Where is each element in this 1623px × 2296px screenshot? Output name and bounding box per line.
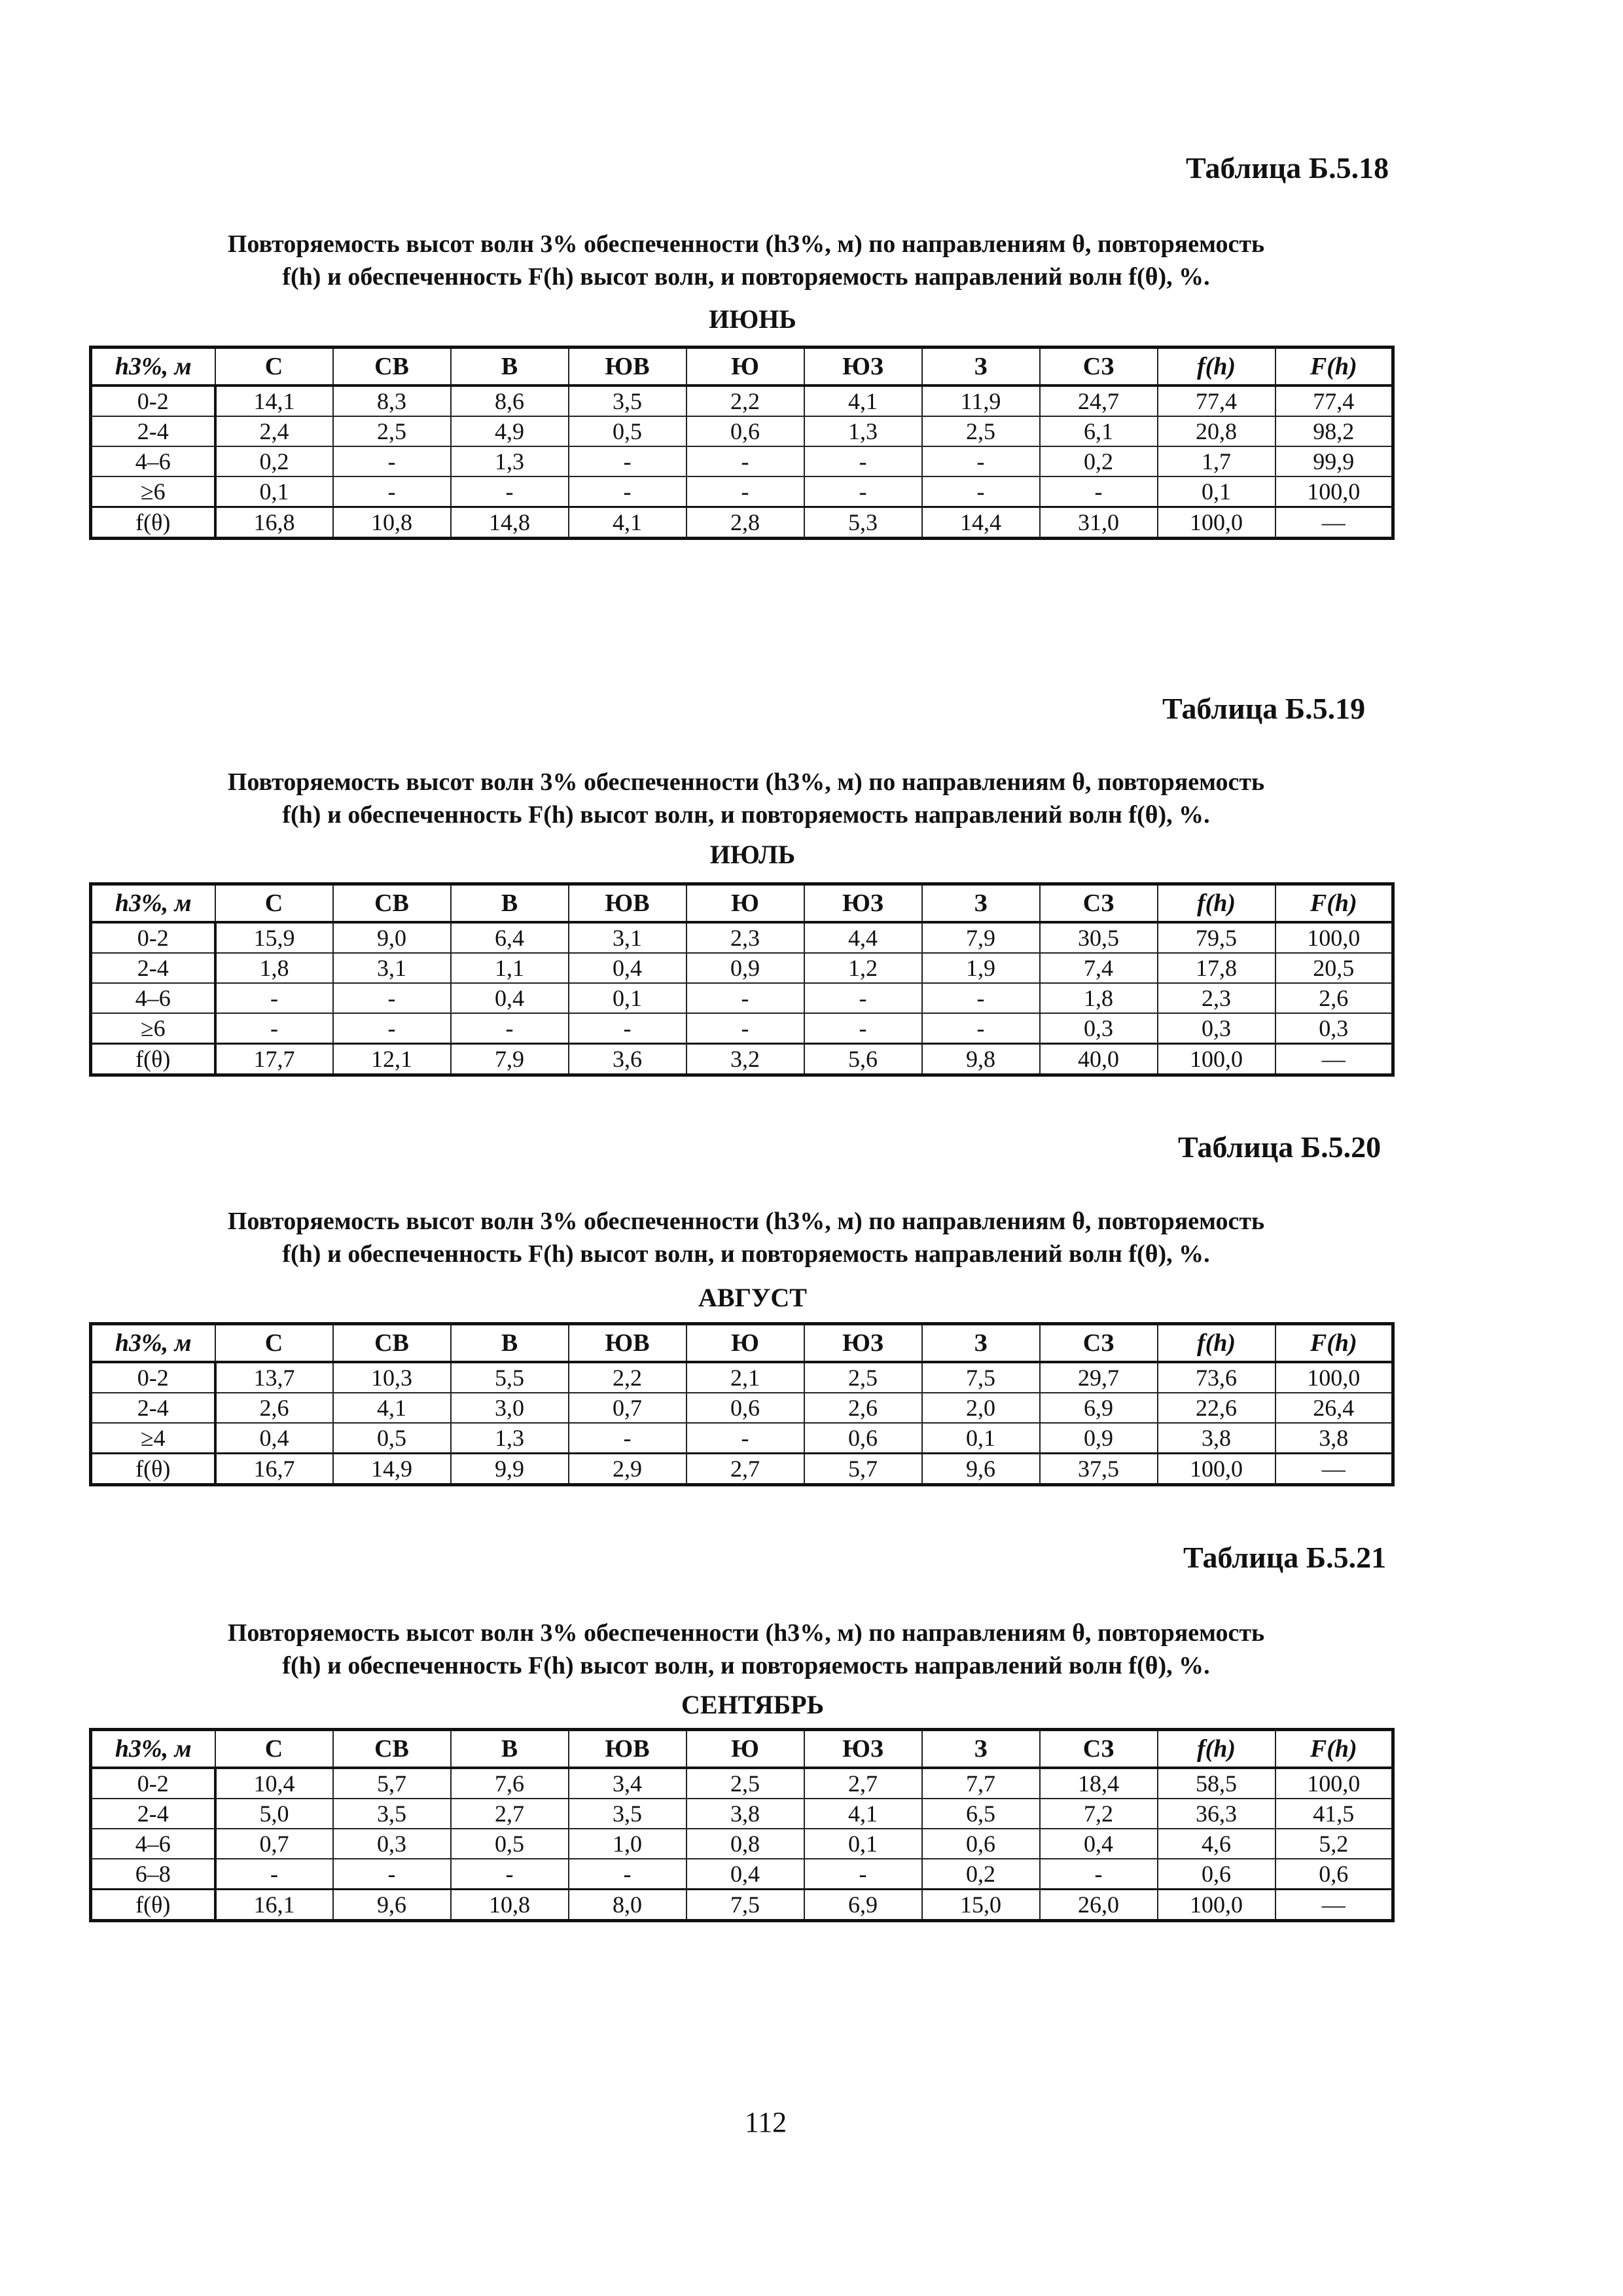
table-cell: 2,5	[687, 1768, 804, 1799]
table-cell: 8,0	[569, 1890, 687, 1921]
column-header: СЗ	[1040, 348, 1158, 386]
table-cell: 2,9	[569, 1454, 687, 1485]
table-cell: 7,7	[922, 1768, 1040, 1799]
table-caption-line1: Повторяемость высот волн 3% обеспеченности (h3%, м) по направлениям θ, повторяемость	[227, 1208, 1265, 1235]
table-row	[91, 1768, 1393, 1799]
table-cell: -	[687, 1423, 804, 1454]
table-cell: 0,5	[569, 416, 687, 446]
table-cell: 100,0	[1275, 476, 1393, 507]
table-cell: -	[215, 1013, 333, 1044]
table-row	[91, 1859, 1393, 1890]
table-caption-line2: f(h) и обеспеченность F(h) высот волн, и повторяемость направлений волн f(θ), %.	[282, 1652, 1210, 1679]
table-cell: 36,3	[1158, 1799, 1275, 1829]
table-cell: 100,0	[1158, 1454, 1275, 1485]
column-header: СЗ	[1040, 1324, 1158, 1363]
table-cell: 4,1	[569, 507, 687, 539]
table-cell: 9,6	[333, 1890, 451, 1921]
table-cell: 26,0	[1040, 1890, 1158, 1921]
table-cell: 5,7	[333, 1768, 451, 1799]
column-header: f(h)	[1158, 348, 1275, 386]
table-cell: -	[922, 1013, 1040, 1044]
table-cell: 7,4	[1040, 953, 1158, 983]
table-cell: 58,5	[1158, 1768, 1275, 1799]
table-cell: 0,1	[804, 1829, 922, 1859]
table-cell: 2,2	[569, 1362, 687, 1393]
table-row	[91, 416, 1393, 446]
table-cell: 6,1	[1040, 416, 1158, 446]
table-cell: 0,2	[1040, 446, 1158, 476]
table-cell: -	[569, 1859, 687, 1890]
table-cell: 0,8	[687, 1829, 804, 1859]
row-label: ≥6	[91, 476, 215, 507]
column-header: В	[451, 1324, 569, 1363]
table-cell: 0,7	[215, 1829, 333, 1859]
table-cell: 0,4	[1040, 1829, 1158, 1859]
row-label: f(θ)	[91, 1044, 215, 1075]
table-cell: —	[1275, 507, 1393, 539]
table-cell: 30,5	[1040, 922, 1158, 953]
table-cell: 3,5	[569, 1799, 687, 1829]
column-header: СЗ	[1040, 884, 1158, 923]
table-cell: 0,9	[1040, 1423, 1158, 1454]
table-cell: 7,9	[922, 922, 1040, 953]
row-label: 0-2	[91, 1362, 215, 1393]
data-table	[89, 1322, 1395, 1486]
row-label: 4–6	[91, 1829, 215, 1859]
table-cell: 29,7	[1040, 1362, 1158, 1393]
table-cell: -	[333, 1859, 451, 1890]
table-cell: 2,6	[1275, 983, 1393, 1013]
column-header: С	[215, 348, 333, 386]
column-header: В	[451, 348, 569, 386]
table-cell: —	[1275, 1890, 1393, 1921]
table-cell: 6,5	[922, 1799, 1040, 1829]
column-header: С	[215, 1730, 333, 1768]
column-header: F(h)	[1275, 1730, 1393, 1768]
table-cell: 99,9	[1275, 446, 1393, 476]
table-row	[91, 1013, 1393, 1044]
table-cell: 1,8	[215, 953, 333, 983]
table-cell: 1,0	[569, 1829, 687, 1859]
table-cell: 0,4	[451, 983, 569, 1013]
table-cell: 0,1	[215, 476, 333, 507]
table-cell: 4,1	[804, 1799, 922, 1829]
table-cell: 3,5	[569, 386, 687, 416]
table-cell: 1,9	[922, 953, 1040, 983]
table-cell: -	[1040, 1859, 1158, 1890]
table-cell: 0,4	[215, 1423, 333, 1454]
table-cell: 16,7	[215, 1454, 333, 1485]
table-cell: 2,1	[687, 1362, 804, 1393]
table-cell: -	[451, 1859, 569, 1890]
table-cell: -	[804, 1013, 922, 1044]
table-cell: -	[569, 476, 687, 507]
data-table	[89, 1728, 1395, 1922]
column-header: СВ	[333, 1730, 451, 1768]
column-header: З	[922, 1324, 1040, 1363]
table-header-row	[91, 884, 1393, 923]
table-row	[91, 386, 1393, 416]
table-caption-line2: f(h) и обеспеченность F(h) высот волн, и повторяемость направлений волн f(θ), %.	[282, 1240, 1210, 1268]
table-cell: 77,4	[1275, 386, 1393, 416]
row-label: 2-4	[91, 953, 215, 983]
table-cell: -	[1040, 476, 1158, 507]
column-header: h3%, м	[91, 1730, 215, 1768]
table-cell: 7,5	[687, 1890, 804, 1921]
table-cell: 4,1	[804, 386, 922, 416]
table-cell: 4,4	[804, 922, 922, 953]
table-cell: 0,3	[1275, 1013, 1393, 1044]
table-cell: 15,9	[215, 922, 333, 953]
table-cell: 2,5	[922, 416, 1040, 446]
table-cell: 0,6	[687, 1393, 804, 1423]
table-cell: 3,5	[333, 1799, 451, 1829]
table-cell: 0,6	[687, 416, 804, 446]
table-cell: 5,6	[804, 1044, 922, 1075]
table-cell: 7,9	[451, 1044, 569, 1075]
table-cell: -	[215, 1859, 333, 1890]
table-row	[91, 507, 1393, 539]
table-cell: 7,6	[451, 1768, 569, 1799]
table-cell: 2,7	[451, 1799, 569, 1829]
row-label: 0-2	[91, 386, 215, 416]
column-header: F(h)	[1275, 1324, 1393, 1363]
table-cell: 14,8	[451, 507, 569, 539]
column-header: З	[922, 884, 1040, 923]
table-row	[91, 1454, 1393, 1485]
table-cell: 2,2	[687, 386, 804, 416]
table-cell: -	[333, 1013, 451, 1044]
column-header: ЮЗ	[804, 1730, 922, 1768]
table-cell: 2,7	[687, 1454, 804, 1485]
column-header: СЗ	[1040, 1730, 1158, 1768]
table-caption-line1: Повторяемость высот волн 3% обеспеченности (h3%, м) по направлениям θ, повторяемость	[227, 768, 1265, 796]
table-row	[91, 953, 1393, 983]
table-cell: 6,9	[1040, 1393, 1158, 1423]
column-header: f(h)	[1158, 1324, 1275, 1363]
column-header: ЮЗ	[804, 1324, 922, 1363]
row-label: 2-4	[91, 416, 215, 446]
table-cell: -	[922, 983, 1040, 1013]
table-cell: 5,0	[215, 1799, 333, 1829]
column-header: ЮВ	[569, 1730, 687, 1768]
column-header: Ю	[687, 884, 804, 923]
table-cell: 0,6	[1158, 1859, 1275, 1890]
table-cell: 15,0	[922, 1890, 1040, 1921]
table-cell: -	[687, 446, 804, 476]
table-cell: 0,6	[1275, 1859, 1393, 1890]
table-cell: 11,9	[922, 386, 1040, 416]
table-cell: 1,3	[451, 1423, 569, 1454]
column-header: ЮВ	[569, 1324, 687, 1363]
table-cell: 4,9	[451, 416, 569, 446]
table-cell: 2,5	[804, 1362, 922, 1393]
table-cell: 100,0	[1158, 1044, 1275, 1075]
table-cell: 6,4	[451, 922, 569, 953]
table-cell: -	[687, 983, 804, 1013]
table-header-row	[91, 1730, 1393, 1768]
table-cell: -	[804, 476, 922, 507]
column-header: Ю	[687, 1730, 804, 1768]
page-number: 112	[744, 2106, 787, 2138]
table-cell: 100,0	[1275, 1768, 1393, 1799]
row-label: 4–6	[91, 446, 215, 476]
table-cell: 26,4	[1275, 1393, 1393, 1423]
table-cell: 1,3	[451, 446, 569, 476]
table-cell: 3,8	[1275, 1423, 1393, 1454]
data-table	[89, 882, 1395, 1077]
table-number: Таблица Б.5.21	[1183, 1541, 1387, 1574]
table-header-row	[91, 348, 1393, 386]
table-cell: 0,9	[687, 953, 804, 983]
table-cell: 16,8	[215, 507, 333, 539]
table-cell: 1,8	[1040, 983, 1158, 1013]
table-cell: -	[687, 1013, 804, 1044]
table-row	[91, 1890, 1393, 1921]
row-label: ≥6	[91, 1013, 215, 1044]
table-caption-line1: Повторяемость высот волн 3% обеспеченности (h3%, м) по направлениям θ, повторяемость	[227, 230, 1265, 258]
table-cell: 0,3	[1158, 1013, 1275, 1044]
table-cell: —	[1275, 1454, 1393, 1485]
column-header: Ю	[687, 348, 804, 386]
table-row	[91, 922, 1393, 953]
table-cell: 3,1	[569, 922, 687, 953]
table-cell: 3,8	[687, 1799, 804, 1829]
table-cell: 41,5	[1275, 1799, 1393, 1829]
table-cell: 20,5	[1275, 953, 1393, 983]
table-cell: -	[804, 446, 922, 476]
table-caption-line2: f(h) и обеспеченность F(h) высот волн, и повторяемость направлений волн f(θ), %.	[282, 263, 1210, 291]
table-cell: 17,8	[1158, 953, 1275, 983]
column-header: h3%, м	[91, 1324, 215, 1363]
table-cell: -	[333, 446, 451, 476]
table-cell: 16,1	[215, 1890, 333, 1921]
table-cell: 98,2	[1275, 416, 1393, 446]
table-cell: -	[215, 983, 333, 1013]
table-cell: 22,6	[1158, 1393, 1275, 1423]
table-row	[91, 446, 1393, 476]
column-header: h3%, м	[91, 348, 215, 386]
table-cell: 3,4	[569, 1768, 687, 1799]
table-cell: -	[451, 476, 569, 507]
table-cell: 2,3	[1158, 983, 1275, 1013]
column-header: В	[451, 884, 569, 923]
table-cell: 4,6	[1158, 1829, 1275, 1859]
table-cell: 5,3	[804, 507, 922, 539]
table-cell: -	[451, 1013, 569, 1044]
table-cell: 3,2	[687, 1044, 804, 1075]
table-cell: 0,6	[804, 1423, 922, 1454]
column-header: С	[215, 884, 333, 923]
table-cell: 10,8	[333, 507, 451, 539]
table-cell: 0,4	[687, 1859, 804, 1890]
table-cell: 2,5	[333, 416, 451, 446]
table-cell: 5,7	[804, 1454, 922, 1485]
column-header: С	[215, 1324, 333, 1363]
table-cell: 7,2	[1040, 1799, 1158, 1829]
data-table	[89, 346, 1395, 540]
table-cell: 24,7	[1040, 386, 1158, 416]
table-cell: 5,5	[451, 1362, 569, 1393]
table-cell: -	[333, 476, 451, 507]
table-cell: 0,2	[215, 446, 333, 476]
table-cell: 0,1	[922, 1423, 1040, 1454]
row-label: 2-4	[91, 1799, 215, 1829]
table-cell: 2,6	[215, 1393, 333, 1423]
column-header: F(h)	[1275, 884, 1393, 923]
column-header: f(h)	[1158, 1730, 1275, 1768]
table-cell: 79,5	[1158, 922, 1275, 953]
table-cell: 10,3	[333, 1362, 451, 1393]
row-label: f(θ)	[91, 507, 215, 539]
table-cell: 0,5	[333, 1423, 451, 1454]
table-cell: 2,4	[215, 416, 333, 446]
table-cell: -	[804, 983, 922, 1013]
table-cell: 0,7	[569, 1393, 687, 1423]
table-cell: 2,8	[687, 507, 804, 539]
table-cell: 0,1	[569, 983, 687, 1013]
row-label: 2-4	[91, 1393, 215, 1423]
table-header-row	[91, 1324, 1393, 1363]
table-cell: 18,4	[1040, 1768, 1158, 1799]
table-row	[91, 1393, 1393, 1423]
table-cell: 2,3	[687, 922, 804, 953]
table-cell: 0,3	[333, 1829, 451, 1859]
table-cell: 8,3	[333, 386, 451, 416]
table-cell: -	[569, 446, 687, 476]
table-cell: 8,6	[451, 386, 569, 416]
table-cell: 40,0	[1040, 1044, 1158, 1075]
table-cell: —	[1275, 1044, 1393, 1075]
table-cell: 3,8	[1158, 1423, 1275, 1454]
table-month: АВГУСТ	[698, 1283, 807, 1312]
row-label: 6–8	[91, 1859, 215, 1890]
table-cell: 4,1	[333, 1393, 451, 1423]
row-label: ≥4	[91, 1423, 215, 1454]
table-cell: -	[333, 983, 451, 1013]
table-row	[91, 1044, 1393, 1075]
table-cell: -	[569, 1423, 687, 1454]
table-cell: 0,6	[922, 1829, 1040, 1859]
row-label: 0-2	[91, 922, 215, 953]
row-label: 0-2	[91, 1768, 215, 1799]
table-row	[91, 1829, 1393, 1859]
table-cell: 14,4	[922, 507, 1040, 539]
table-row	[91, 1362, 1393, 1393]
table-cell: 2,0	[922, 1393, 1040, 1423]
column-header: F(h)	[1275, 348, 1393, 386]
table-cell: 2,7	[804, 1768, 922, 1799]
column-header: СВ	[333, 1324, 451, 1363]
column-header: СВ	[333, 348, 451, 386]
column-header: СВ	[333, 884, 451, 923]
table-cell: 100,0	[1158, 1890, 1275, 1921]
table-cell: -	[687, 476, 804, 507]
table-row	[91, 983, 1393, 1013]
column-header: З	[922, 348, 1040, 386]
table-cell: 17,7	[215, 1044, 333, 1075]
table-cell: 9,0	[333, 922, 451, 953]
table-cell: 7,5	[922, 1362, 1040, 1393]
table-cell: 1,1	[451, 953, 569, 983]
table-cell: 6,9	[804, 1890, 922, 1921]
table-cell: -	[922, 476, 1040, 507]
table-cell: 3,1	[333, 953, 451, 983]
table-cell: 13,7	[215, 1362, 333, 1393]
table-cell: 0,2	[922, 1859, 1040, 1890]
table-caption-line1: Повторяемость высот волн 3% обеспеченности (h3%, м) по направлениям θ, повторяемость	[227, 1619, 1265, 1647]
table-cell: -	[922, 446, 1040, 476]
column-header: ЮВ	[569, 348, 687, 386]
table-cell: 12,1	[333, 1044, 451, 1075]
row-label: 4–6	[91, 983, 215, 1013]
table-cell: 100,0	[1275, 1362, 1393, 1393]
table-cell: 3,6	[569, 1044, 687, 1075]
table-number: Таблица Б.5.18	[1186, 151, 1389, 185]
table-cell: 5,2	[1275, 1829, 1393, 1859]
table-cell: 14,1	[215, 386, 333, 416]
table-cell: 9,6	[922, 1454, 1040, 1485]
column-header: В	[451, 1730, 569, 1768]
table-row	[91, 1799, 1393, 1829]
row-label: f(θ)	[91, 1454, 215, 1485]
column-header: З	[922, 1730, 1040, 1768]
table-number: Таблица Б.5.20	[1178, 1130, 1382, 1164]
table-cell: 100,0	[1275, 922, 1393, 953]
table-number: Таблица Б.5.19	[1162, 692, 1366, 725]
table-month: СЕНТЯБРЬ	[681, 1690, 825, 1719]
table-cell: 9,8	[922, 1044, 1040, 1075]
table-caption-line2: f(h) и обеспеченность F(h) высот волн, и повторяемость направлений волн f(θ), %.	[282, 801, 1210, 829]
table-cell: 0,5	[451, 1829, 569, 1859]
table-cell: 77,4	[1158, 386, 1275, 416]
column-header: ЮЗ	[804, 884, 922, 923]
column-header: ЮЗ	[804, 348, 922, 386]
table-month: ИЮНЬ	[709, 304, 796, 334]
table-row	[91, 476, 1393, 507]
table-row	[91, 1423, 1393, 1454]
table-cell: 2,6	[804, 1393, 922, 1423]
table-cell: 14,9	[333, 1454, 451, 1485]
table-cell: 9,9	[451, 1454, 569, 1485]
table-cell: 3,0	[451, 1393, 569, 1423]
row-label: f(θ)	[91, 1890, 215, 1921]
column-header: h3%, м	[91, 884, 215, 923]
table-cell: 0,4	[569, 953, 687, 983]
column-header: Ю	[687, 1324, 804, 1363]
table-cell: 0,1	[1158, 476, 1275, 507]
table-cell: 20,8	[1158, 416, 1275, 446]
table-cell: 0,3	[1040, 1013, 1158, 1044]
column-header: ЮВ	[569, 884, 687, 923]
table-cell: 37,5	[1040, 1454, 1158, 1485]
column-header: f(h)	[1158, 884, 1275, 923]
table-cell: -	[804, 1859, 922, 1890]
table-cell: -	[569, 1013, 687, 1044]
table-cell: 10,8	[451, 1890, 569, 1921]
table-cell: 31,0	[1040, 507, 1158, 539]
table-cell: 1,3	[804, 416, 922, 446]
table-cell: 10,4	[215, 1768, 333, 1799]
table-cell: 1,2	[804, 953, 922, 983]
table-cell: 73,6	[1158, 1362, 1275, 1393]
table-cell: 1,7	[1158, 446, 1275, 476]
table-month: ИЮЛЬ	[709, 840, 796, 869]
table-cell: 100,0	[1158, 507, 1275, 539]
